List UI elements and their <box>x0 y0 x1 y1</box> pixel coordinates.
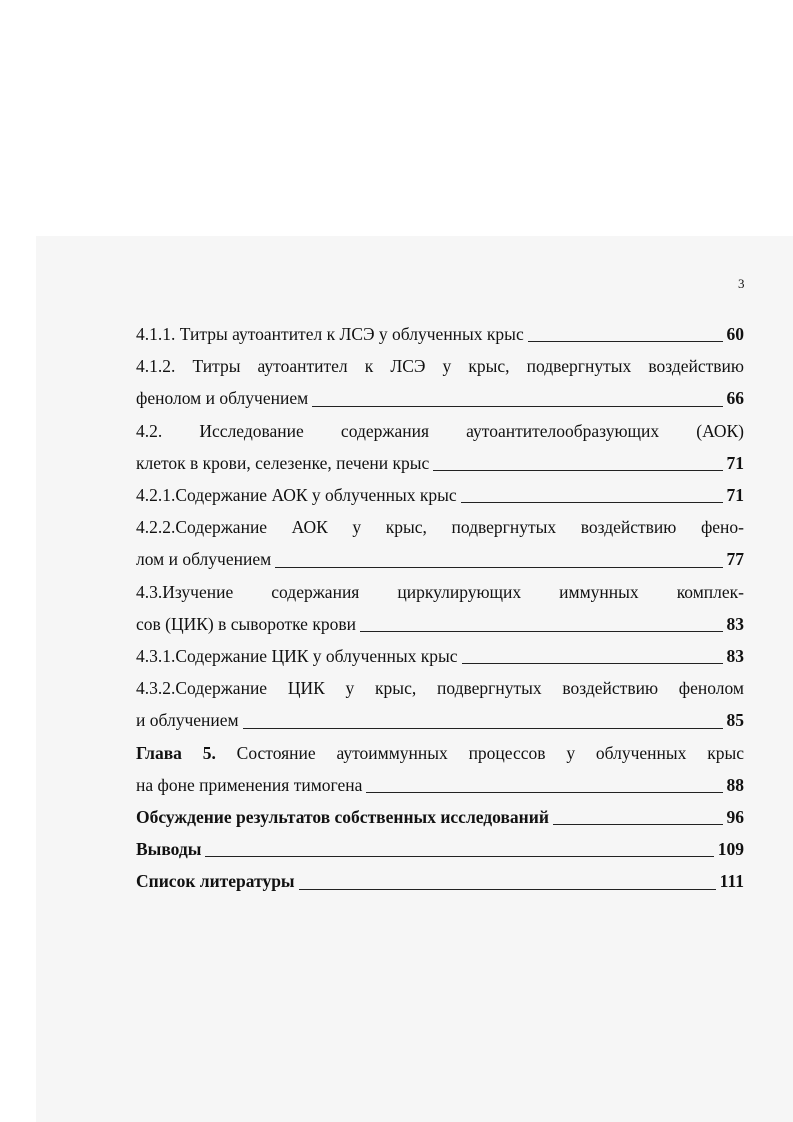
toc-entry-title: на фоне применения тимогена <box>136 774 363 795</box>
toc-entry-4-2-2[interactable] <box>136 543 744 575</box>
toc-entry-title-line: 4.3.2.Содержание ЦИК у крыс, подвергнутых воздействию фенолом <box>136 678 744 699</box>
toc-entry-title: Обсуждение результатов собственных исследований <box>136 807 549 828</box>
toc-entry-4-3-1[interactable] <box>136 640 744 672</box>
toc-entry-title: 4.1.1. Титры аутоантител к ЛСЭ у облученных крыс <box>136 324 524 344</box>
toc-leader <box>205 856 713 857</box>
toc-leader <box>299 889 716 890</box>
page-number: 3 <box>738 276 745 291</box>
toc-page-number: 83 <box>726 646 744 667</box>
toc-entry-title: Список литературы <box>136 871 295 892</box>
chapter-label: Глава 5. <box>136 742 216 763</box>
toc-entry-title: Выводы <box>136 839 202 860</box>
toc-leader <box>366 792 722 793</box>
toc-leader <box>312 406 722 407</box>
toc-page-number: 85 <box>726 710 744 731</box>
toc-entry-4-2[interactable] <box>136 447 744 479</box>
toc-entry-title-line: 4.2. Исследование содержания аутоантителообразующих (АОК) <box>136 420 744 441</box>
toc-leader <box>433 470 722 471</box>
toc-entry-title: фенолом и облучением <box>136 388 309 409</box>
toc-page-number: 66 <box>726 388 744 409</box>
table-of-contents <box>136 318 744 898</box>
toc-page-number: 109 <box>717 839 744 860</box>
toc-entry-title-line <box>136 737 744 769</box>
toc-entry-title-line: 4.3.Изучение содержания циркулирующих иммунных комплек- <box>136 581 744 602</box>
toc-page-number: 83 <box>726 613 744 634</box>
toc-entry-conclusions[interactable] <box>136 833 744 865</box>
toc-entry-title: клеток в крови, селезенке, печени крыс <box>136 452 430 473</box>
toc-page-number: 71 <box>726 485 744 506</box>
toc-page-number: 71 <box>726 452 744 473</box>
toc-entry-title-line: 4.1.2. Титры аутоантител к ЛСЭ у крыс, подвергнутых воздействию <box>136 356 744 377</box>
toc-entry-title: лом и облучением <box>136 549 272 570</box>
toc-entry-4-1-2[interactable] <box>136 382 744 414</box>
toc-entry-references[interactable] <box>136 865 744 897</box>
toc-leader <box>462 663 723 664</box>
toc-page-number: 88 <box>726 774 744 795</box>
toc-leader <box>553 824 723 825</box>
toc-leader <box>275 567 722 568</box>
toc-entry-title: сов (ЦИК) в сыворотке крови <box>136 613 356 634</box>
toc-entry-title: и облучением <box>136 710 239 731</box>
toc-page-number: 96 <box>726 807 744 828</box>
toc-entry-discussion[interactable] <box>136 801 744 833</box>
toc-entry-4-3[interactable] <box>136 608 744 640</box>
toc-entry-title-line: 4.2.2.Содержание АОК у крыс, подвергнутых воздействию фено- <box>136 517 744 538</box>
toc-leader <box>243 728 723 729</box>
toc-leader <box>360 631 723 632</box>
toc-entry-title: 4.2.1.Содержание АОК у облученных крыс <box>136 485 457 506</box>
toc-page-number: 60 <box>726 324 744 344</box>
toc-page-number: 77 <box>726 549 744 570</box>
toc-entry-title: 4.3.1.Содержание ЦИК у облученных крыс <box>136 646 458 667</box>
toc-page-number: 111 <box>719 871 744 892</box>
toc-leader <box>461 502 723 503</box>
toc-entry-4-3-2[interactable] <box>136 704 744 736</box>
toc-leader <box>528 341 723 342</box>
toc-entry-chapter-5[interactable] <box>136 769 744 801</box>
chapter-title-text: Состояние аутоиммунных процессов у облученных крыс <box>215 742 744 763</box>
toc-entry-4-2-1[interactable] <box>136 479 744 511</box>
toc-entry-4-1-1[interactable] <box>136 318 744 350</box>
